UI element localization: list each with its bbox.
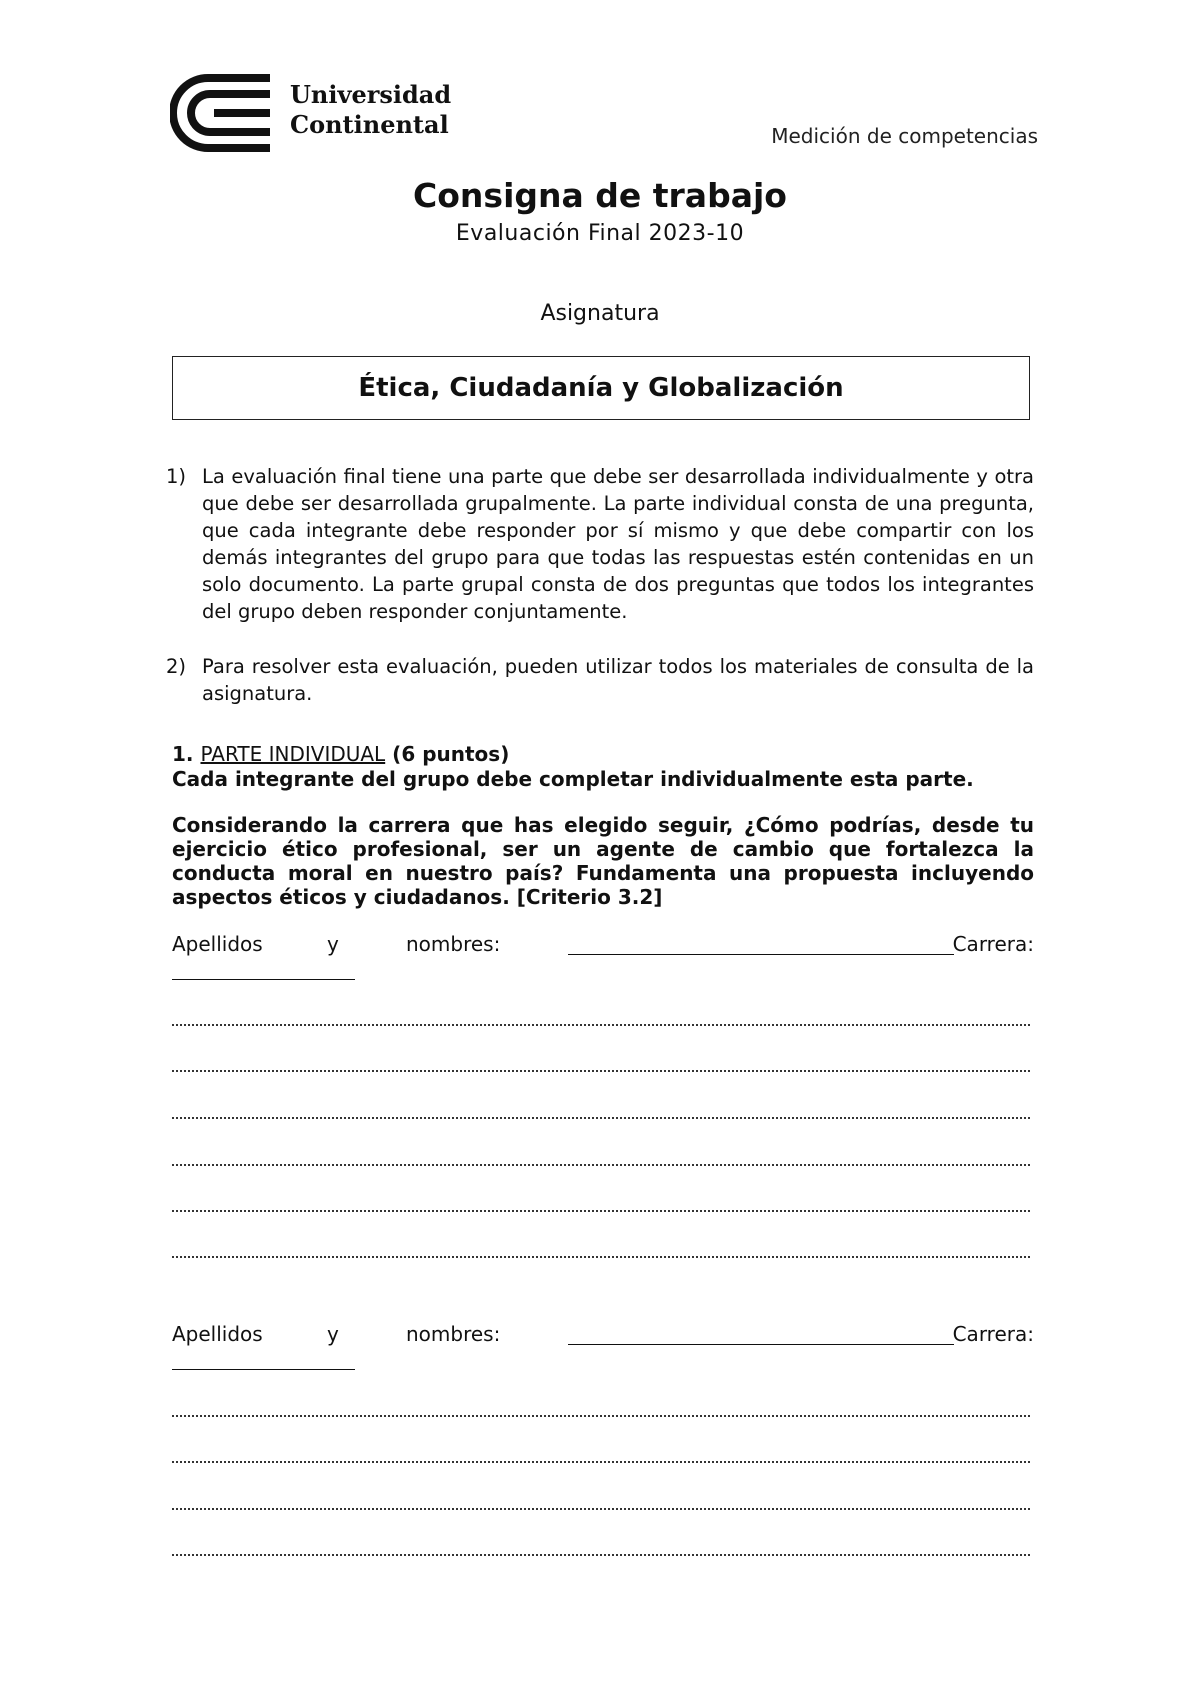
- name-input-line[interactable]: [568, 932, 954, 955]
- logo-line-2: Continental: [290, 110, 449, 139]
- answer-line[interactable]: [172, 1536, 1030, 1556]
- instruction-item: [166, 653, 1034, 707]
- answer-line[interactable]: [172, 1490, 1030, 1510]
- section-name: PARTE INDIVIDUAL: [200, 742, 386, 766]
- section-heading: [172, 742, 1034, 792]
- answer-line[interactable]: [172, 1443, 1030, 1463]
- instruction-item: [166, 463, 1034, 625]
- logo-mark-icon: [170, 74, 278, 152]
- section-points: (6 puntos): [392, 742, 510, 766]
- document-subtitle: Evaluación Final 2023-10: [455, 221, 745, 246]
- y-label: y: [327, 932, 339, 956]
- instruction-number: 1): [166, 465, 187, 488]
- name-input-line[interactable]: [568, 1322, 954, 1345]
- name-field-row: [172, 1322, 1034, 1352]
- section-note: Cada integrante del grupo debe completar individualmente esta parte.: [172, 767, 974, 791]
- answer-line[interactable]: [172, 1052, 1030, 1072]
- nombres-label: nombres:: [406, 932, 501, 956]
- logo-text: [290, 80, 451, 140]
- header-label: Medición de competencias: [771, 124, 1038, 148]
- apellidos-label: Apellidos: [172, 932, 263, 956]
- apellidos-label: Apellidos: [172, 1322, 263, 1346]
- answer-line[interactable]: [172, 1192, 1030, 1212]
- answer-line[interactable]: [172, 1006, 1030, 1026]
- y-label: y: [327, 1322, 339, 1346]
- carrera-input-line[interactable]: [172, 978, 355, 980]
- answer-line[interactable]: [172, 1146, 1030, 1166]
- asignatura-label: Asignatura: [540, 301, 660, 326]
- instruction-text: La evaluación final tiene una parte que debe ser desarrollada individualmente y otra que debe ser desarrollada grupalmente. La parte individual consta de una pregunta, que cada integrante debe responder por sí mismo y que debe compartir con los demás integrantes del grupo para que todas las respuestas estén contenidas en un solo documento. La parte grupal consta de dos preguntas que todos los integrantes del grupo deben responder conjuntamente.: [202, 465, 1034, 623]
- instruction-text: Para resolver esta evaluación, pueden utilizar todos los materiales de consulta de la asignatura.: [202, 655, 1034, 705]
- nombres-label: nombres:: [406, 1322, 501, 1346]
- answer-line[interactable]: [172, 1099, 1030, 1119]
- carrera-label: Carrera:: [952, 1322, 1034, 1346]
- university-logo: [170, 74, 460, 152]
- answer-line[interactable]: [172, 1238, 1030, 1258]
- document-title: Consigna de trabajo: [413, 176, 787, 215]
- answer-line[interactable]: [172, 1397, 1030, 1417]
- carrera-input-line[interactable]: [172, 1368, 355, 1370]
- section-number: 1.: [172, 742, 194, 766]
- logo-line-1: Universidad: [290, 80, 452, 109]
- course-name: Ética, Ciudadanía y Globalización: [358, 373, 844, 403]
- course-name-box: [172, 356, 1030, 420]
- carrera-label: Carrera:: [952, 932, 1034, 956]
- question-text: Considerando la carrera que has elegido seguir, ¿Cómo podrías, desde tu ejercicio ético profesional, ser un agente de cambio que fortalezca la conducta moral en nuestro país? Fundamenta una propuesta incluyendo aspectos éticos y ciudadanos. [Criterio 3.2]: [172, 813, 1034, 909]
- name-field-row: [172, 932, 1034, 962]
- instruction-number: 2): [166, 655, 187, 678]
